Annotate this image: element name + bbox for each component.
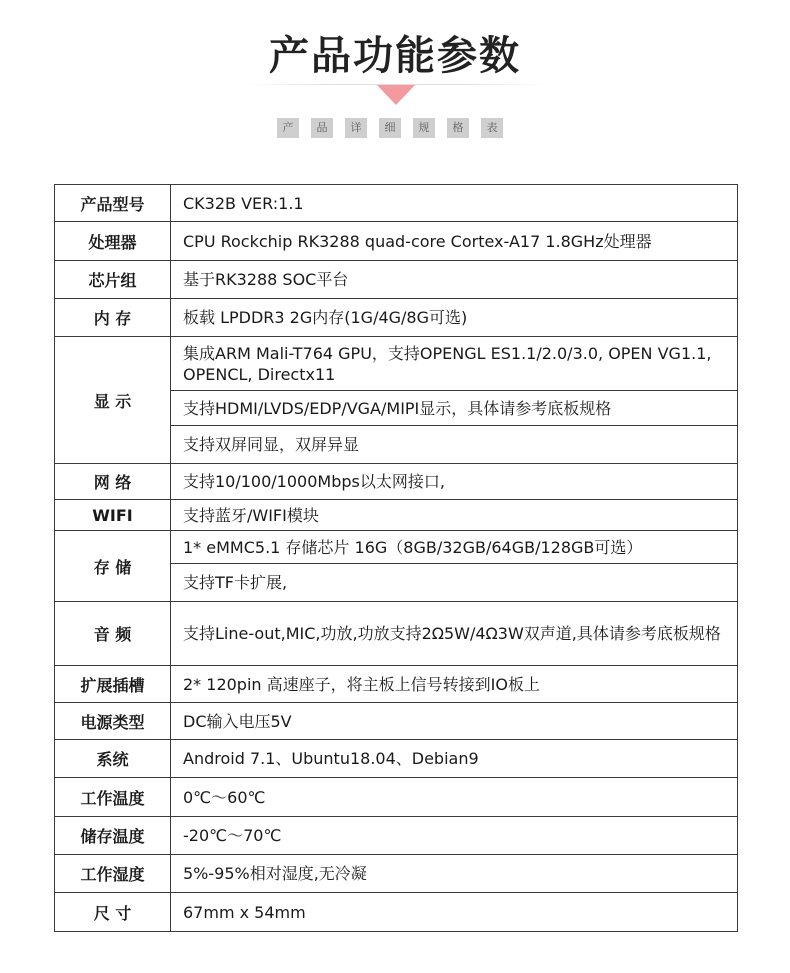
row-value: 2* 120pin 高速座子，将主板上信号转接到IO板上 [171,666,738,703]
subtitle-boxes [277,118,503,138]
row-value: 支持10/100/1000Mbps以太网接口, [171,464,738,500]
table-row [55,500,738,531]
row-label: 工作温度 [55,778,171,817]
row-label: 网 络 [55,464,171,500]
table-row [55,464,738,500]
subtitle-char: 表 [481,118,503,138]
subtitle-char: 格 [447,118,469,138]
table-row [55,666,738,703]
subtitle-char: 规 [413,118,435,138]
row-value: Android 7.1、Ubuntu18.04、Debian9 [171,740,738,778]
table-row [55,778,738,817]
table-row [55,817,738,855]
row-label: 尺 寸 [55,893,171,932]
row-value: 基于RK3288 SOC平台 [171,261,738,299]
table-row [55,299,738,337]
subtitle-char: 产 [277,118,299,138]
row-value: CK32B VER:1.1 [171,185,738,222]
row-value: 集成ARM Mali-T764 GPU，支持OPENGL ES1.1/2.0/3.0, OPEN VG1.1, OPENCL, Directx11 [171,337,738,391]
row-value: 支持Line-out,MIC,功放,功放支持2Ω5W/4Ω3W双声道,具体请参考底板规格 [171,602,738,666]
row-value: CPU Rockchip RK3288 quad-core Cortex-A17 1.8GHz处理器 [171,222,738,261]
table-row [55,222,738,261]
table-row [55,703,738,740]
triangle-marker-icon [377,85,415,105]
page-title: 产品功能参数 [269,33,521,79]
row-label: 系统 [55,740,171,778]
row-value: 67mm x 54mm [171,893,738,932]
row-value: 支持双屏同显，双屏异显 [171,426,738,464]
row-label: 储存温度 [55,817,171,855]
row-label: 显 示 [55,337,171,464]
row-value: -20℃～70℃ [171,817,738,855]
row-label: 工作湿度 [55,855,171,893]
row-value: 支持HDMI/LVDS/EDP/VGA/MIPI显示，具体请参考底板规格 [171,391,738,426]
table-row [55,893,738,932]
row-label: 处理器 [55,222,171,261]
subtitle-char: 详 [345,118,367,138]
row-label: 存 储 [55,531,171,602]
subtitle-char: 细 [379,118,401,138]
table-row [55,855,738,893]
row-value: 0℃～60℃ [171,778,738,817]
table-row [55,261,738,299]
row-value: 板载 LPDDR3 2G内存(1G/4G/8G可选) [171,299,738,337]
row-label: 音 频 [55,602,171,666]
table-row [55,531,738,564]
row-value: 支持蓝牙/WIFI模块 [171,500,738,531]
row-label: WIFI [55,500,171,531]
row-label: 产品型号 [55,185,171,222]
row-label: 扩展插槽 [55,666,171,703]
row-label: 电源类型 [55,703,171,740]
spec-table [54,184,738,932]
table-row [55,337,738,391]
table-row [55,602,738,666]
table-row [55,185,738,222]
row-value: 支持TF卡扩展, [171,564,738,602]
subtitle-char: 品 [311,118,333,138]
row-value: DC输入电压5V [171,703,738,740]
row-value: 5%-95%相对湿度,无冷凝 [171,855,738,893]
row-label: 内 存 [55,299,171,337]
table-row [55,740,738,778]
row-label: 芯片组 [55,261,171,299]
row-value: 1* eMMC5.1 存储芯片 16G（8GB/32GB/64GB/128GB可选） [171,531,738,564]
